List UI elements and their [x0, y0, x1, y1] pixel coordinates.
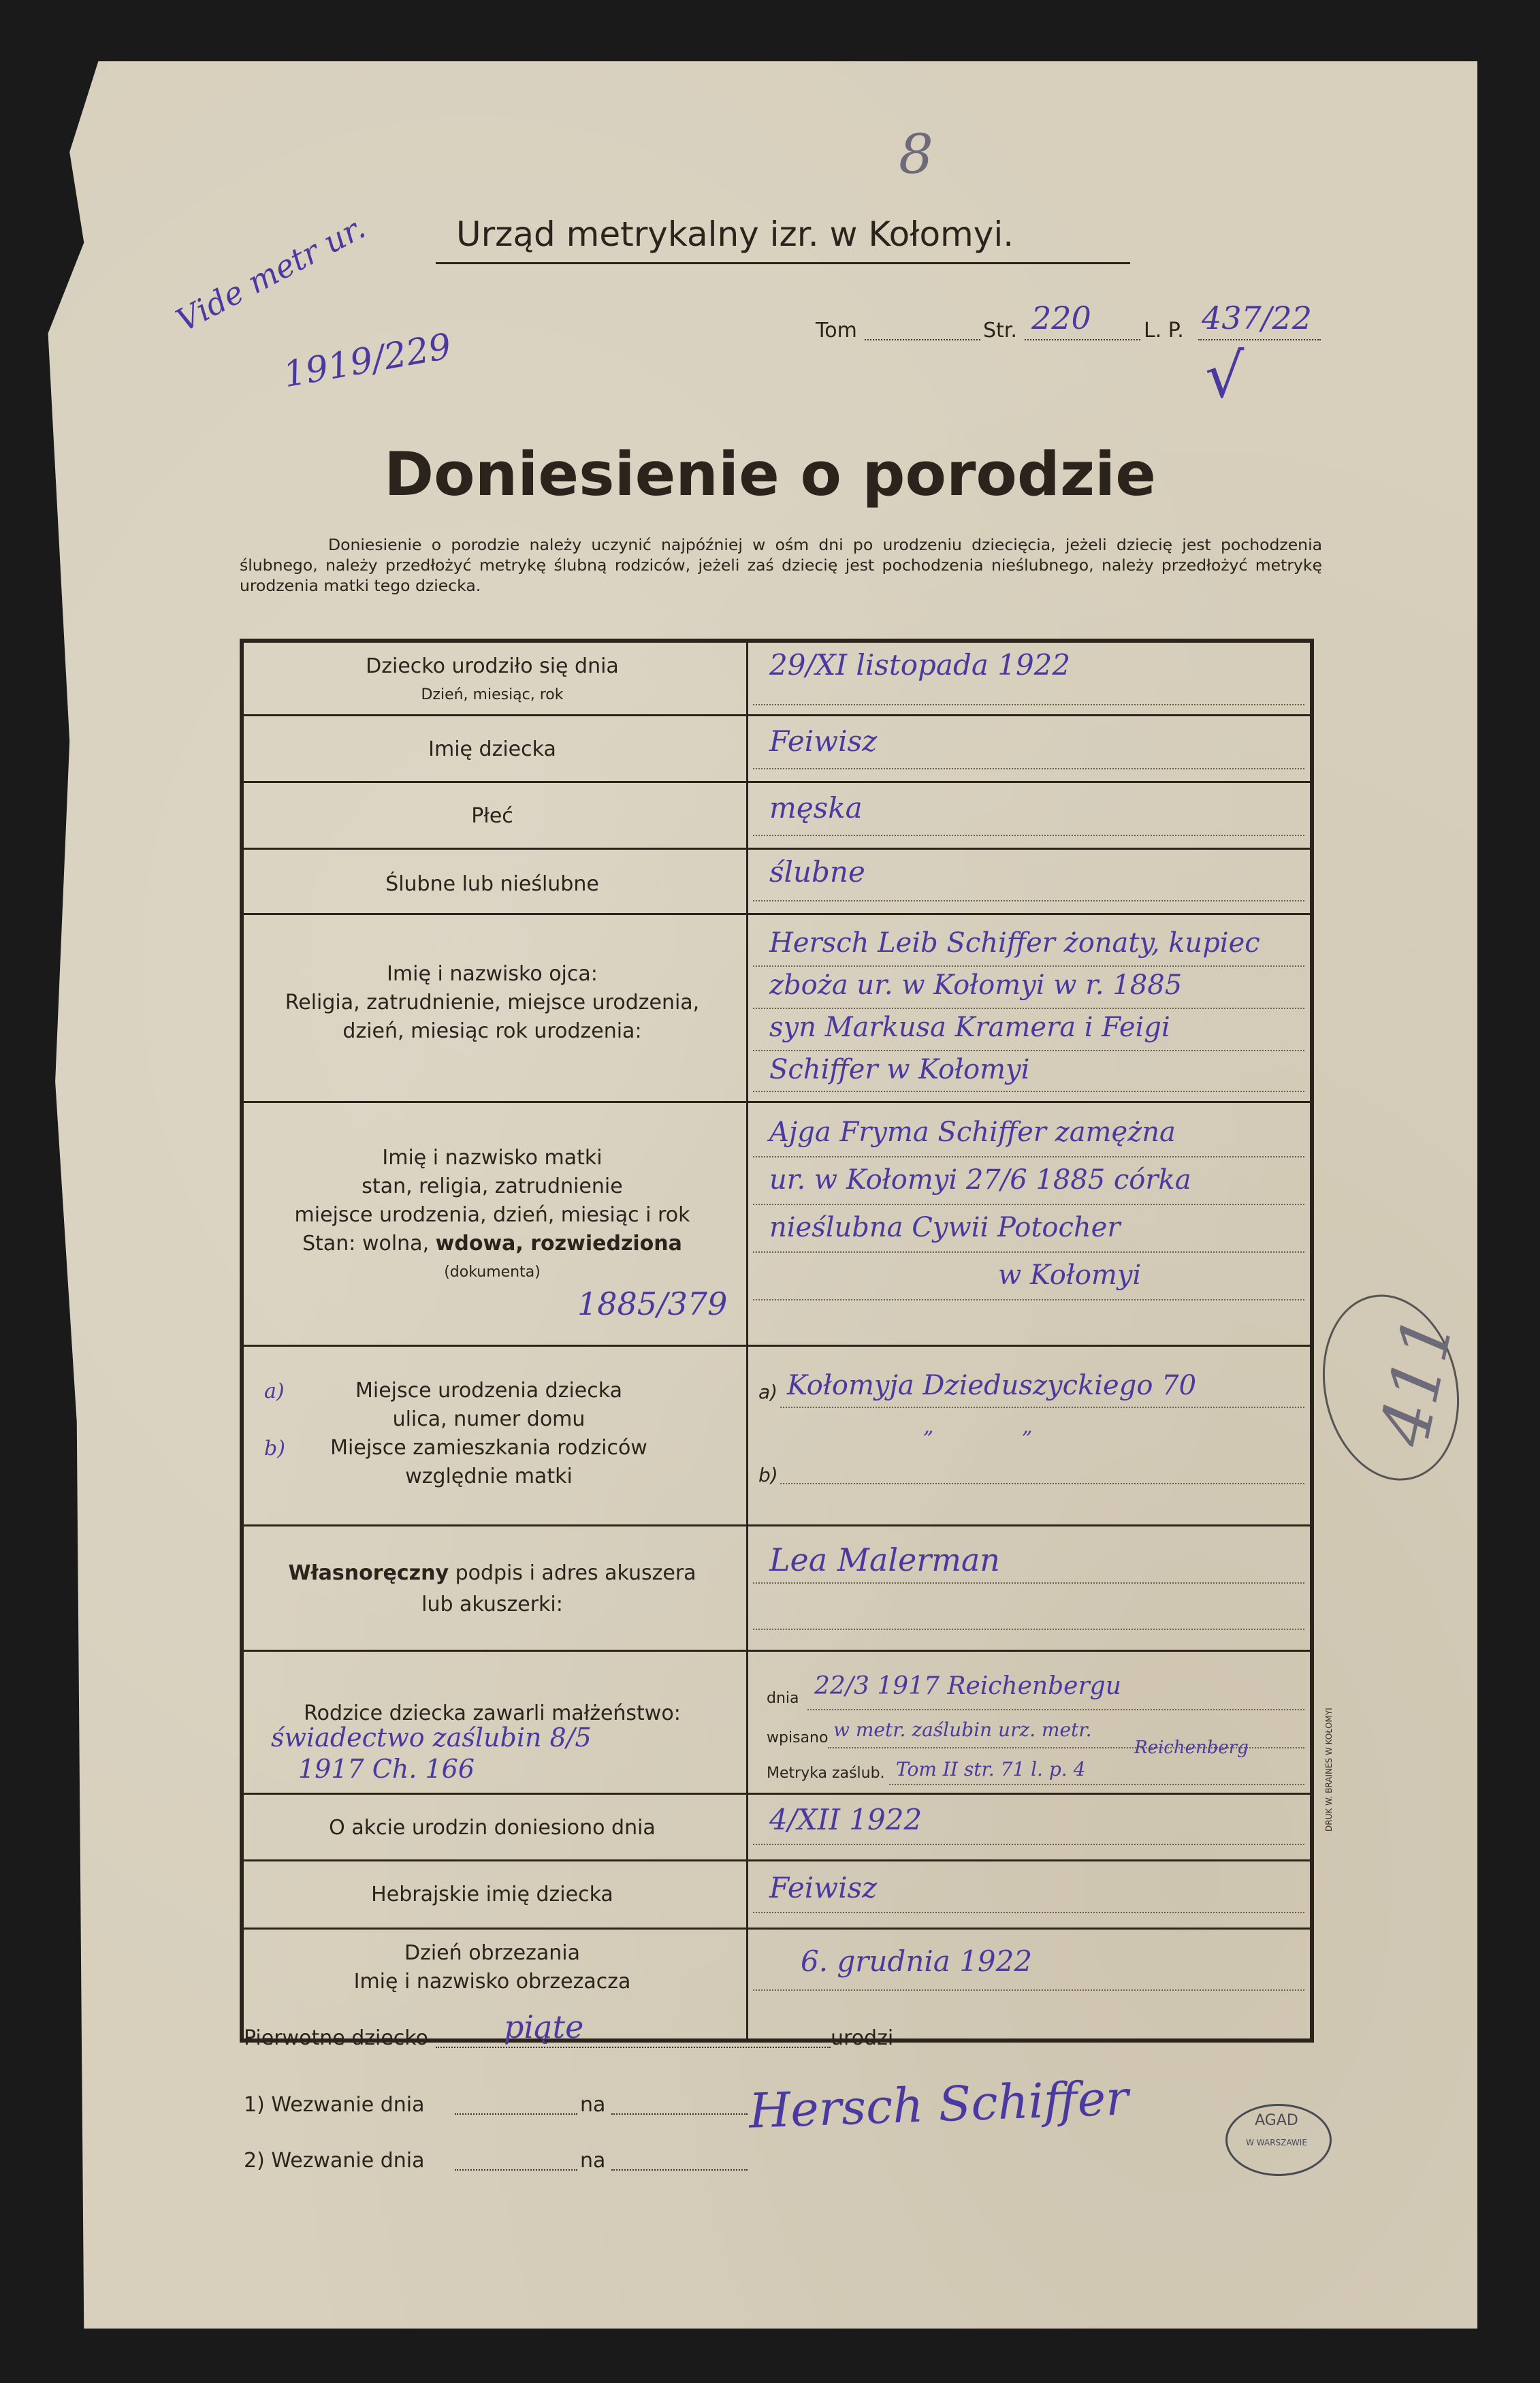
- column-divider: [746, 1930, 748, 2038]
- row-hebrew-name: [244, 1861, 1310, 1930]
- margin-note-line2: 1919/229: [280, 325, 455, 396]
- column-divider: [746, 1347, 748, 1524]
- header-underline: [436, 262, 1130, 264]
- str-label: Str.: [983, 319, 1017, 342]
- dotted-line: [753, 835, 1304, 836]
- dotted-line: [753, 1299, 1304, 1300]
- father-signature: Hersch Schiffer: [748, 2070, 1129, 2139]
- dotted-line: [753, 965, 1304, 967]
- dotted-line: [753, 1156, 1304, 1157]
- pierwotne-dots: [436, 2047, 831, 2048]
- wezwanie-2-label: 2) Wezwanie dnia: [244, 2149, 425, 2173]
- urodzi-label: urodzi: [831, 2026, 894, 2050]
- circumcision-label-2: Imię i nazwisko obrzezacza: [353, 1970, 631, 1994]
- mother-line-2: ur. w Kołomyi 27/6 1885 córka: [769, 1164, 1191, 1196]
- row-sex: [244, 783, 1310, 850]
- dotted-line: [753, 768, 1304, 769]
- mother-line-1: Ajga Fryma Schiffer zamężna: [769, 1117, 1176, 1148]
- wezwanie-1-na: na: [580, 2093, 606, 2117]
- legitimacy-value: ślubne: [769, 855, 865, 889]
- child-name-value: Feiwisz: [769, 724, 878, 758]
- marriage-wpisano-value: w metr. zaślubin urz. metr.: [833, 1718, 1092, 1741]
- dotted-line: [753, 1844, 1304, 1845]
- dotted-line: [753, 1050, 1304, 1051]
- mother-label-4a: Stan: wolna,: [302, 1232, 430, 1256]
- dotted-line: [753, 900, 1304, 901]
- marriage-wpisano-label: wpisano: [767, 1729, 829, 1746]
- birth-date-sublabel: Dzień, miesiąc, rok: [421, 686, 564, 703]
- dotted-line: [780, 1483, 1304, 1484]
- margin-note-line1: Vide metr ur.: [170, 208, 372, 339]
- dotted-line: [753, 1912, 1304, 1913]
- mother-doc-number: 1885/379: [577, 1285, 728, 1322]
- place-a-marker: a): [264, 1379, 285, 1403]
- birth-report-table: [240, 639, 1314, 2043]
- row-circumcision: [244, 1930, 1310, 2038]
- mother-label-3: miejsce urodzenia, dzień, miesiąc i rok: [294, 1203, 690, 1227]
- lp-value: 437/22: [1202, 300, 1312, 336]
- row-place: [244, 1347, 1310, 1526]
- father-line-1: Hersch Leib Schiffer żonaty, kupiec: [769, 927, 1260, 959]
- wezwanie-1-na-dots: [611, 2113, 748, 2115]
- place-b-value-marker: b): [758, 1464, 778, 1486]
- father-label-3: dzień, miesiąc rok urodzenia:: [342, 1019, 642, 1043]
- dotted-line: [753, 1251, 1304, 1253]
- mother-label-5: (dokumenta): [444, 1264, 541, 1281]
- circumcision-value: 6. grudnia 1922: [801, 1945, 1033, 1978]
- column-divider: [746, 1652, 748, 1793]
- marriage-label: Rodzice dziecka zawarli małżeństwo:: [304, 1701, 681, 1725]
- place-b-label-2: względnie matki: [405, 1465, 573, 1488]
- mother-line-3: nieślubna Cywii Potocher: [769, 1212, 1121, 1243]
- place-b-marker: b): [264, 1437, 285, 1460]
- child-name-label: Imię dziecka: [428, 737, 556, 761]
- wezwanie-2-na-dots: [611, 2169, 748, 2171]
- dotted-line: [889, 1784, 1304, 1785]
- column-divider: [746, 915, 748, 1101]
- birth-date-label: Dziecko urodziło się dnia: [366, 654, 619, 678]
- sex-value: męska: [769, 791, 863, 825]
- marriage-metryka-value: Tom II str. 71 l. p. 4: [896, 1758, 1086, 1780]
- place-a-label-1: Miejsce urodzenia dziecka: [355, 1379, 622, 1403]
- marriage-hand-1: świadectwo zaślubin 8/5: [271, 1723, 592, 1753]
- dotted-line: [753, 1989, 1304, 1991]
- wezwanie-2-dots: [455, 2169, 577, 2171]
- wezwanie-2-na: na: [580, 2149, 606, 2173]
- place-a-value-marker: a): [758, 1381, 778, 1403]
- str-value: 220: [1031, 300, 1091, 336]
- dotted-line: [753, 1204, 1304, 1205]
- column-divider: [746, 1861, 748, 1928]
- dotted-line: [753, 1008, 1304, 1009]
- side-number: 411: [1364, 1309, 1469, 1454]
- row-marriage: [244, 1652, 1310, 1795]
- column-divider: [746, 1103, 748, 1345]
- lp-label: L. P.: [1144, 319, 1184, 342]
- place-b-label-1: Miejsce zamieszkania rodziców: [330, 1436, 647, 1460]
- dotted-line: [807, 1709, 1304, 1710]
- archive-stamp-line1: AGAD: [1255, 2112, 1298, 2129]
- father-label-1: Imię i nazwisko ojca:: [387, 962, 598, 986]
- mother-label-4b: wdowa, rozwiedziona: [435, 1232, 682, 1256]
- intro-text: Doniesienie o porodzie należy uczynić najpóźniej w ośm dni po urodzeniu dziecięcia, jeżeli dziecię jest pochodzenia ślubnego, należy przedłożyć metrykę ślubną rodziców, jeżeli zaś dziecię jest pochodzenia nieślubnego, należy przedłożyć metrykę urodzenia matki tego dziecka.: [240, 535, 1322, 595]
- office-header: Urząd metrykalny izr. w Kołomyi.: [456, 214, 1014, 254]
- father-label-2: Religia, zatrudnienie, miejsce urodzenia,: [285, 991, 700, 1014]
- wezwanie-1-label: 1) Wezwanie dnia: [244, 2093, 425, 2117]
- row-report-date: [244, 1795, 1310, 1861]
- father-line-2: zboża ur. w Kołomyi w r. 1885: [769, 970, 1183, 1001]
- sex-label: Płeć: [471, 804, 513, 828]
- place-b-ditto: „ „: [923, 1415, 1074, 1439]
- tom-dots: [865, 339, 980, 340]
- column-divider: [746, 643, 748, 714]
- row-legitimacy: [244, 850, 1310, 915]
- circumcision-label-1: Dzień obrzezania: [404, 1941, 580, 1965]
- column-divider: [746, 1795, 748, 1859]
- str-dots: [1025, 339, 1140, 340]
- marriage-metryka-label: Metryka zaślub.: [767, 1765, 885, 1782]
- pierwotne-label: Pierwotne dziecko: [244, 2026, 428, 2050]
- place-a-label-2: ulica, numer domu: [392, 1407, 585, 1431]
- row-birth-date: [244, 643, 1310, 716]
- tom-label: Tom: [816, 319, 857, 342]
- document-title: Doniesienie o porodzie: [384, 439, 1156, 509]
- dotted-line: [753, 1629, 1304, 1630]
- pierwotne-value: piąte: [504, 2009, 584, 2045]
- marriage-hand-2: 1917 Ch. 166: [298, 1754, 475, 1784]
- column-divider: [746, 716, 748, 781]
- midwife-label-2: lub akuszerki:: [421, 1593, 563, 1616]
- midwife-value: Lea Malerman: [769, 1541, 1000, 1578]
- dotted-line: [753, 1091, 1304, 1092]
- mother-label-1: Imię i nazwisko matki: [382, 1146, 603, 1170]
- hebrew-name-label: Hebrajskie imię dziecka: [371, 1883, 613, 1906]
- dotted-line: [753, 704, 1304, 705]
- midwife-label-bold: Własnoręczny: [288, 1561, 449, 1585]
- row-midwife: [244, 1526, 1310, 1652]
- hebrew-name-value: Feiwisz: [769, 1871, 878, 1904]
- place-a-value: Kołomyja Dzieduszyckiego 70: [787, 1370, 1197, 1401]
- marriage-dnia-value: 22/3 1917 Reichenbergu: [814, 1672, 1121, 1700]
- marriage-dnia-label: dnia: [767, 1690, 799, 1707]
- dotted-line: [753, 1582, 1304, 1584]
- check-mark: √: [1205, 340, 1245, 412]
- marriage-reichenberg: Reichenberg: [1134, 1738, 1249, 1758]
- father-line-4: Schiffer w Kołomyi: [769, 1054, 1030, 1085]
- wezwanie-1-dots: [455, 2113, 577, 2115]
- legitimacy-label: Ślubne lub nieślubne: [385, 872, 599, 896]
- column-divider: [746, 1526, 748, 1650]
- birth-date-value: 29/XI listopada 1922: [769, 648, 1071, 682]
- column-divider: [746, 783, 748, 848]
- father-line-3: syn Markusa Kramera i Feigi: [769, 1012, 1170, 1043]
- row-mother: [244, 1103, 1310, 1347]
- mother-label-2: stan, religia, zatrudnienie: [362, 1174, 623, 1198]
- dotted-line: [780, 1407, 1304, 1408]
- printer-imprint: DRUK W. BRAINES W KOŁOMYI: [1324, 1708, 1334, 1832]
- report-date-value: 4/XII 1922: [769, 1803, 923, 1836]
- row-child-name: [244, 716, 1310, 783]
- midwife-label-rest: podpis i adres akuszera: [455, 1561, 696, 1585]
- row-father: [244, 915, 1310, 1103]
- corner-number: 8: [899, 123, 933, 186]
- report-date-label: O akcie urodzin doniesiono dnia: [329, 1816, 656, 1840]
- archive-stamp-line2: W WARSZAWIE: [1246, 2138, 1307, 2147]
- mother-line-4: w Kołomyi: [998, 1260, 1142, 1291]
- column-divider: [746, 850, 748, 913]
